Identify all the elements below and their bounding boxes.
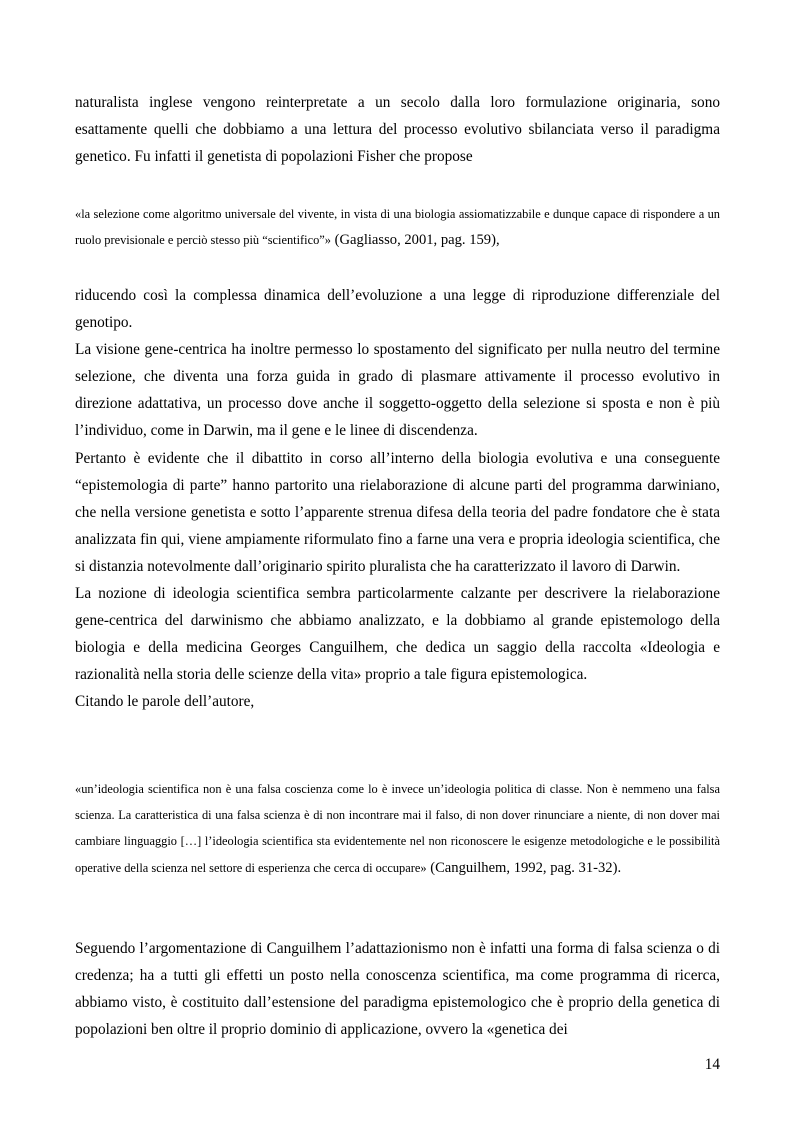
paragraph-adattazionismo: Seguendo l’argomentazione di Canguilhem l’adattazionismo non è infatti una forma di falsa scienza o di credenza; ha a tutti gli effetti un posto nella conoscenza scientifica, ma come programma di ricerca, abbiamo visto, è costituito dall’estensione del paradigma epistemologico che è proprio della genetica di popolazioni ben oltre il proprio dominio di applicazione, ovvero la «genetica dei: [75, 940, 720, 1039]
quote-canguilhem-citation: (Canguilhem, 1992, pag. 31-32).: [426, 859, 622, 876]
paragraph-gene-centrica: La visione gene-centrica ha inoltre permesso lo spostamento del significato per nulla neutro del termine selezione, che diventa una forza guida in grado di plasmare attivamente il processo evolutivo in direzione adattativa, un processo dove anche il soggetto-oggetto della selezione si sposta e non è più l’individuo, come in Darwin, ma il gene e le linee di discendenza.: [75, 341, 720, 440]
quote-gagliasso-citation: (Gagliasso, 2001, pag. 159),: [331, 232, 500, 249]
paragraph-canguilhem: La nozione di ideologia scientifica sembra particolarmente calzante per descrivere la rielaborazione gene-centrica del darwinismo che abbiamo analizzato, e la dobbiamo al grande epistemologo della biologia e della medicina Georges Canguilhem, che dedica un saggio della raccolta «Ideologia e razionalità nella storia delle scienze della vita» proprio a tale figura epistemologica.: [75, 585, 720, 684]
paragraph-genotipo: riducendo così la complessa dinamica dell’evoluzione a una legge di riproduzione differenziale del genotipo.: [75, 287, 720, 332]
quote-gagliasso-text: «la selezione come algoritmo universale del vivente, in vista di una biologia assiomatizzabile e dunque capace di rispondere a un ruolo previsionale e perciò stesso più “scientifico”»: [75, 207, 720, 248]
paragraph-block-2: [75, 282, 720, 716]
paragraph-citando: Citando le parole dell’autore,: [75, 693, 255, 711]
quote-canguilhem: [75, 776, 720, 881]
paragraph-block-1: [75, 89, 720, 170]
block-quote-canguilhem: [75, 776, 720, 881]
paragraph-fisher: naturalista inglese vengono reinterpretate a un secolo dalla loro formulazione originaria, sono esattamente quelli che dobbiamo a una lettura del processo evolutivo sbilanciata verso il paradigma genetico. Fu infatti il genetista di popolazioni Fisher che propose: [75, 94, 720, 166]
page-number: 14: [704, 1056, 720, 1073]
quote-canguilhem-text: «un’ideologia scientifica non è una falsa coscienza come lo è invece un’ideologia politica di classe. Non è nemmeno una falsa scienza. La caratteristica di una falsa scienza è di non incontrare mai il falso, di non dover rinunciare a niente, di non dover mai cambiare linguaggio […] l’ideologia scientifica sta evidentemente nel non riconoscere le esigenze metodologiche e le possibilità operative della scienza nel settore di esperienza che cerca di occupare»: [75, 782, 720, 875]
paragraph-epistemologia: Pertanto è evidente che il dibattito in corso all’interno della biologia evolutiva e una conseguente “epistemologia di parte” hanno partorito una rielaborazione di alcune parti del programma darwiniano, che nella versione genetista e sotto l’apparente strenua difesa della teoria del padre fondatore che è stata analizzata fin qui, viene ampiamente riformulato fino a farne una vera e propria ideologia scientifica, che si distanzia notevolmente dall’originario spirito pluralista che ha caratterizzato il lavoro di Darwin.: [75, 449, 720, 575]
quote-gagliasso: [75, 201, 720, 253]
paragraph-block-3: [75, 935, 720, 1043]
block-quote-gagliasso: [75, 201, 720, 253]
